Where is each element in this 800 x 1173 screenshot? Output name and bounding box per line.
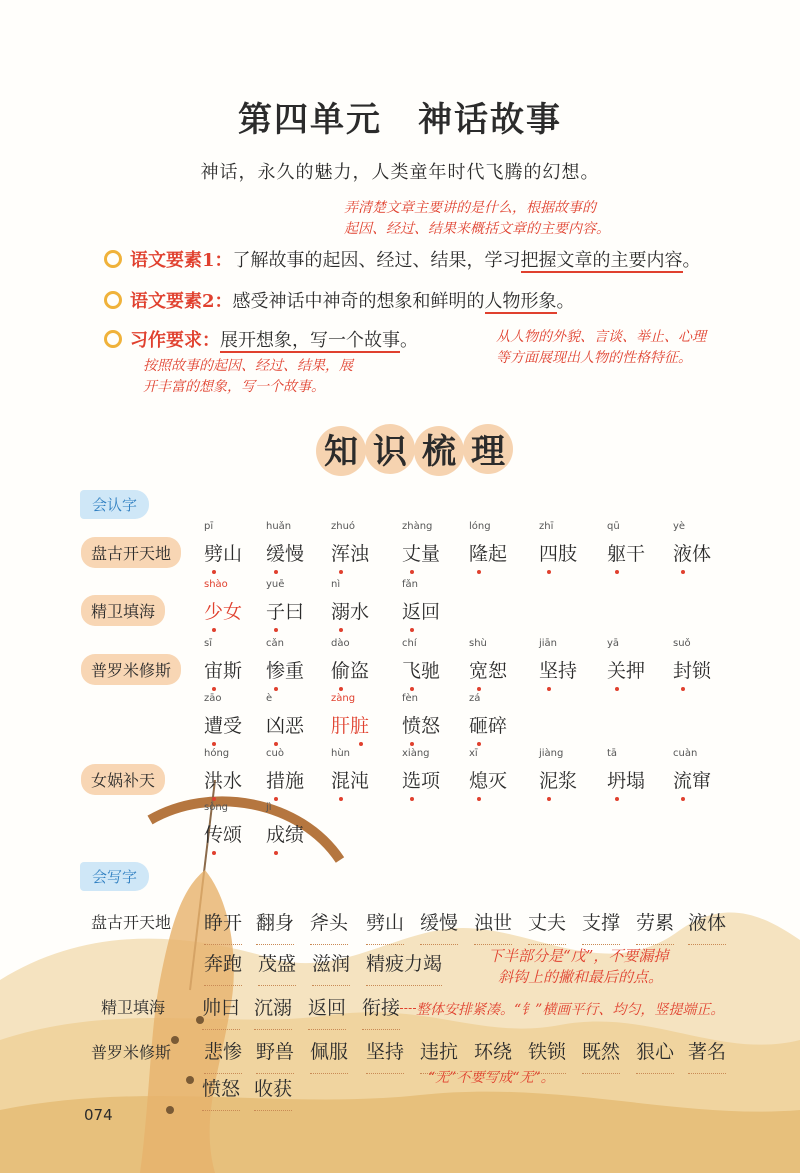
stress-dot-icon (212, 797, 216, 801)
word-text: 愤怒 (402, 715, 441, 737)
stress-dot-icon (477, 687, 481, 691)
stress-dot-icon (212, 687, 216, 691)
pinyin: zhī (539, 521, 554, 532)
read-word (469, 638, 508, 683)
pinyin: xī (469, 748, 478, 759)
writing-grid (528, 936, 566, 945)
writing-grid (312, 977, 350, 986)
word-text: 宽恕 (469, 660, 508, 682)
word-text: 成绩 (266, 824, 305, 846)
write-word (528, 908, 566, 935)
story-jingwei-write: 精卫填海 (101, 998, 166, 1017)
stress-dot-icon (477, 797, 481, 801)
writing-grid (202, 1021, 240, 1030)
annotation-pointer (400, 1008, 416, 1009)
word-text: 缓慢 (266, 543, 305, 565)
requirement-3: 习作要求：展开想象，写一个故事。 (104, 326, 418, 352)
word-text: 液体 (673, 543, 712, 565)
write-word (204, 949, 242, 976)
read-word (266, 638, 305, 683)
pinyin: hùn (331, 748, 351, 759)
read-word (539, 521, 578, 566)
write-word-text: 液体 (688, 912, 727, 934)
pinyin: pī (204, 521, 214, 532)
stress-dot-icon (477, 570, 481, 574)
word-text: 隆起 (469, 543, 508, 565)
write-word-text: 悲惨 (204, 1041, 243, 1063)
read-word (607, 748, 646, 793)
pinyin: chí (402, 638, 417, 649)
writing-grid (256, 936, 294, 945)
read-word (673, 638, 712, 683)
word-text: 熄灭 (469, 770, 508, 792)
writing-grid (636, 1065, 674, 1074)
word-text: 选项 (402, 770, 441, 792)
stress-dot-icon (615, 797, 619, 801)
pinyin: nì (331, 579, 341, 590)
read-word (673, 521, 712, 566)
read-word (204, 579, 243, 624)
word-text: 肝脏 (331, 715, 370, 737)
stress-dot-icon (339, 570, 343, 574)
pinyin: sòng (204, 802, 229, 813)
write-word (582, 1037, 620, 1064)
stress-dot-icon (615, 570, 619, 574)
write-word-text: 佩服 (310, 1041, 349, 1063)
unit-theme: 神话故事 (418, 100, 562, 140)
annotation-main-content: 弄清楚文章主要讲的是什么，根据故事的 起因、经过、结果来概括文章的主要内容。 (344, 200, 610, 237)
pinyin: cuàn (673, 748, 698, 759)
write-word (312, 949, 350, 976)
write-word-text: 坚持 (366, 1041, 405, 1063)
read-word (402, 579, 441, 624)
story-prom-write: 普罗米修斯 (91, 1043, 172, 1062)
word-text: 躯干 (607, 543, 646, 565)
word-text: 传颂 (204, 824, 243, 846)
story-jingwei-read: 精卫填海 (81, 595, 165, 626)
write-word-text: 翻身 (256, 912, 295, 934)
stress-dot-icon (339, 628, 343, 632)
write-word (204, 1037, 242, 1064)
read-word (402, 693, 441, 738)
pinyin: fèn (402, 693, 419, 704)
pinyin: cǎn (266, 638, 284, 649)
unit-motto: 神话，永久的魅力，人类童年时代飞腾的幻想。 (200, 162, 600, 183)
pinyin: jiān (539, 638, 558, 649)
pinyin: shù (469, 638, 487, 649)
stress-dot-icon (547, 687, 551, 691)
read-word (204, 521, 243, 566)
stress-dot-icon (477, 742, 481, 746)
write-word (688, 1037, 726, 1064)
writing-grid (310, 1065, 348, 1074)
writing-grid (308, 1021, 346, 1030)
story-prom-read: 普罗米修斯 (81, 654, 181, 685)
pinyin: hóng (204, 748, 230, 759)
pinyin: zāo (204, 693, 222, 704)
stress-dot-icon (212, 742, 216, 746)
read-word (204, 748, 243, 793)
write-word (420, 1037, 458, 1064)
write-word-text: 斧头 (310, 912, 349, 934)
section-read-badge: 会认字 (80, 490, 149, 519)
write-word-text: 丈夫 (528, 912, 567, 934)
write-word (254, 993, 292, 1020)
write-word (202, 993, 240, 1020)
write-word-text: 收获 (254, 1078, 293, 1100)
stress-dot-icon (274, 570, 278, 574)
write-word (258, 949, 296, 976)
writing-grid (366, 977, 442, 986)
word-text: 泥浆 (539, 770, 578, 792)
read-word (331, 693, 370, 738)
read-word (402, 638, 441, 683)
read-word (266, 521, 305, 566)
read-word (469, 693, 508, 738)
write-word-text: 缓慢 (420, 912, 459, 934)
word-text: 流窜 (673, 770, 712, 792)
write-word (474, 1037, 512, 1064)
write-word (366, 949, 442, 976)
writing-grid (310, 936, 348, 945)
read-word (673, 748, 712, 793)
write-word-text: 铁锁 (528, 1041, 567, 1063)
pinyin: zhàng (402, 521, 433, 532)
pinyin: lóng (469, 521, 491, 532)
word-text: 混沌 (331, 770, 370, 792)
read-word (539, 638, 578, 683)
pinyin: sī (204, 638, 212, 649)
pinyin: zhuó (331, 521, 356, 532)
pinyin: xiàng (402, 748, 430, 759)
write-word (254, 1074, 292, 1101)
word-text: 浑浊 (331, 543, 370, 565)
annotation-stroke: 下半部分是“戊”，不要漏掉 斜钩上的撇和最后的点。 (488, 947, 669, 986)
pinyin: suǒ (673, 638, 691, 649)
stress-dot-icon (339, 797, 343, 801)
word-text: 溺水 (331, 601, 370, 623)
stress-dot-icon (410, 687, 414, 691)
word-text: 少女 (204, 601, 243, 623)
word-text: 惨重 (266, 660, 305, 682)
word-text: 返回 (402, 601, 441, 623)
writing-grid (582, 936, 620, 945)
write-word-text: 滋润 (312, 953, 351, 975)
stress-dot-icon (681, 570, 685, 574)
pinyin: jiàng (539, 748, 564, 759)
annotation-character: 从人物的外貌、言谈、举止、心理 等方面展现出人物的性格特征。 (496, 329, 706, 366)
word-text: 偷盗 (331, 660, 370, 682)
read-word (331, 579, 370, 624)
pinyin: huǎn (266, 521, 292, 532)
pinyin: cuò (266, 748, 284, 759)
read-word (607, 521, 646, 566)
write-word-text: 劈山 (366, 912, 405, 934)
write-word-text: 返回 (308, 997, 347, 1019)
stress-dot-icon (212, 570, 216, 574)
write-word-text: 狠心 (636, 1041, 675, 1063)
word-text: 子曰 (266, 601, 305, 623)
pinyin: jì (266, 802, 272, 813)
unit-label: 第四单元 (238, 100, 382, 140)
pinyin: yā (607, 638, 620, 649)
writing-grid (366, 1065, 404, 1074)
requirement-1: 语文要素1：了解故事的起因、经过、结果，学习把握文章的主要内容。 (104, 246, 701, 272)
annotation-writing: 按照故事的起因、经过、结果，展 开丰富的想象，写一个故事。 (143, 358, 353, 395)
writing-grid (688, 936, 726, 945)
write-word (204, 908, 242, 935)
read-word (331, 521, 370, 566)
section-write-badge: 会写字 (80, 862, 149, 891)
word-text: 洪水 (204, 770, 243, 792)
word-text: 遭受 (204, 715, 243, 737)
pinyin: fǎn (402, 579, 418, 590)
write-word-text: 帅曰 (202, 997, 241, 1019)
write-word (310, 1037, 348, 1064)
word-text: 措施 (266, 770, 305, 792)
writing-grid (366, 936, 404, 945)
pinyin: è (266, 693, 273, 704)
stress-dot-icon (681, 687, 685, 691)
stress-dot-icon (615, 687, 619, 691)
read-word (331, 638, 370, 683)
read-word (607, 638, 646, 683)
writing-grid (202, 1102, 240, 1111)
write-word (366, 1037, 404, 1064)
write-word (362, 993, 400, 1020)
write-word-text: 支撑 (582, 912, 621, 934)
word-text: 坍塌 (607, 770, 646, 792)
ring-bullet-icon (104, 330, 122, 348)
write-word-text: 精疲力竭 (366, 953, 443, 975)
word-text: 劈山 (204, 543, 243, 565)
stress-dot-icon (410, 570, 414, 574)
write-word (688, 908, 726, 935)
read-word (469, 521, 508, 566)
pinyin: qū (607, 521, 620, 532)
pinyin: shào (204, 579, 228, 590)
page-title (0, 92, 800, 141)
pinyin: zàng (331, 693, 356, 704)
write-word (202, 1074, 240, 1101)
word-text: 封锁 (673, 660, 712, 682)
write-word (582, 908, 620, 935)
read-word (266, 748, 305, 793)
write-word-text: 睁开 (204, 912, 243, 934)
stress-dot-icon (547, 797, 551, 801)
write-word-text: 沉溺 (254, 997, 293, 1019)
write-word-text: 茂盛 (258, 953, 297, 975)
write-word-text: 奔跑 (204, 953, 243, 975)
stress-dot-icon (212, 851, 216, 855)
stress-dot-icon (547, 570, 551, 574)
read-word (204, 802, 243, 847)
stress-dot-icon (274, 851, 278, 855)
ring-bullet-icon (104, 291, 122, 309)
stress-dot-icon (274, 742, 278, 746)
write-word (308, 993, 346, 1020)
write-word (636, 908, 674, 935)
pinyin: yuē (266, 579, 285, 590)
read-word (402, 521, 441, 566)
word-text: 四肢 (539, 543, 578, 565)
pinyin: dào (331, 638, 350, 649)
writing-grid (254, 1102, 292, 1111)
annotation-wu: “无”不要写成“无”。 (428, 1070, 555, 1086)
story-pangu-read: 盘古开天地 (81, 537, 181, 568)
word-text: 砸碎 (469, 715, 508, 737)
writing-grid (474, 936, 512, 945)
writing-grid (688, 1065, 726, 1074)
read-word (266, 579, 305, 624)
writing-grid (362, 1021, 400, 1030)
word-text: 坚持 (539, 660, 578, 682)
read-word (402, 748, 441, 793)
read-word (204, 693, 243, 738)
write-word (420, 908, 458, 935)
writing-grid (254, 1021, 292, 1030)
write-word-text: 著名 (688, 1041, 727, 1063)
writing-grid (582, 1065, 620, 1074)
word-text: 关押 (607, 660, 646, 682)
word-text: 宙斯 (204, 660, 243, 682)
read-word (204, 638, 243, 683)
write-word-text: 环绕 (474, 1041, 513, 1063)
write-word-text: 浊世 (474, 912, 513, 934)
write-word (366, 908, 404, 935)
write-word (474, 908, 512, 935)
pinyin: tā (607, 748, 618, 759)
stress-dot-icon (339, 687, 343, 691)
stress-dot-icon (274, 797, 278, 801)
ring-bullet-icon (104, 250, 122, 268)
story-pangu-write: 盘古开天地 (91, 913, 172, 932)
read-word (469, 748, 508, 793)
stress-dot-icon (274, 687, 278, 691)
writing-grid (420, 936, 458, 945)
read-word (539, 748, 578, 793)
writing-grid (636, 936, 674, 945)
word-text: 丈量 (402, 543, 441, 565)
stress-dot-icon (274, 628, 278, 632)
write-word (310, 908, 348, 935)
writing-grid (204, 977, 242, 986)
word-text: 飞驰 (402, 660, 441, 682)
write-word-text: 衔接 (362, 997, 401, 1019)
write-word-text: 野兽 (256, 1041, 295, 1063)
write-word (256, 908, 294, 935)
annotation-arrange: 整体安排紧凑。“钅”横画平行、均匀，竖提端正。 (416, 1002, 725, 1018)
stress-dot-icon (410, 797, 414, 801)
pinyin: yè (673, 521, 686, 532)
page-number: 074 (84, 1106, 113, 1124)
read-word (266, 802, 305, 847)
write-word-text: 违抗 (420, 1041, 459, 1063)
write-word-text: 劳累 (636, 912, 675, 934)
write-word (528, 1037, 566, 1064)
requirement-2: 语文要素2：感受神话中神奇的想象和鲜明的人物形象。 (104, 287, 575, 313)
stress-dot-icon (410, 742, 414, 746)
write-word-text: 既然 (582, 1041, 621, 1063)
write-word (636, 1037, 674, 1064)
story-nuwa-read: 女娲补天 (81, 764, 165, 795)
stress-dot-icon (359, 742, 363, 746)
write-word (256, 1037, 294, 1064)
writing-grid (204, 936, 242, 945)
writing-grid (258, 977, 296, 986)
stress-dot-icon (410, 628, 414, 632)
writing-grid (204, 1065, 242, 1074)
stress-dot-icon (212, 628, 216, 632)
writing-grid (256, 1065, 294, 1074)
write-word-text: 愤怒 (202, 1078, 241, 1100)
word-text: 凶恶 (266, 715, 305, 737)
stress-dot-icon (681, 797, 685, 801)
pinyin: zá (469, 693, 481, 704)
read-word (266, 693, 305, 738)
knowledge-title: 知 识 梳 理 (310, 420, 510, 478)
read-word (331, 748, 370, 793)
